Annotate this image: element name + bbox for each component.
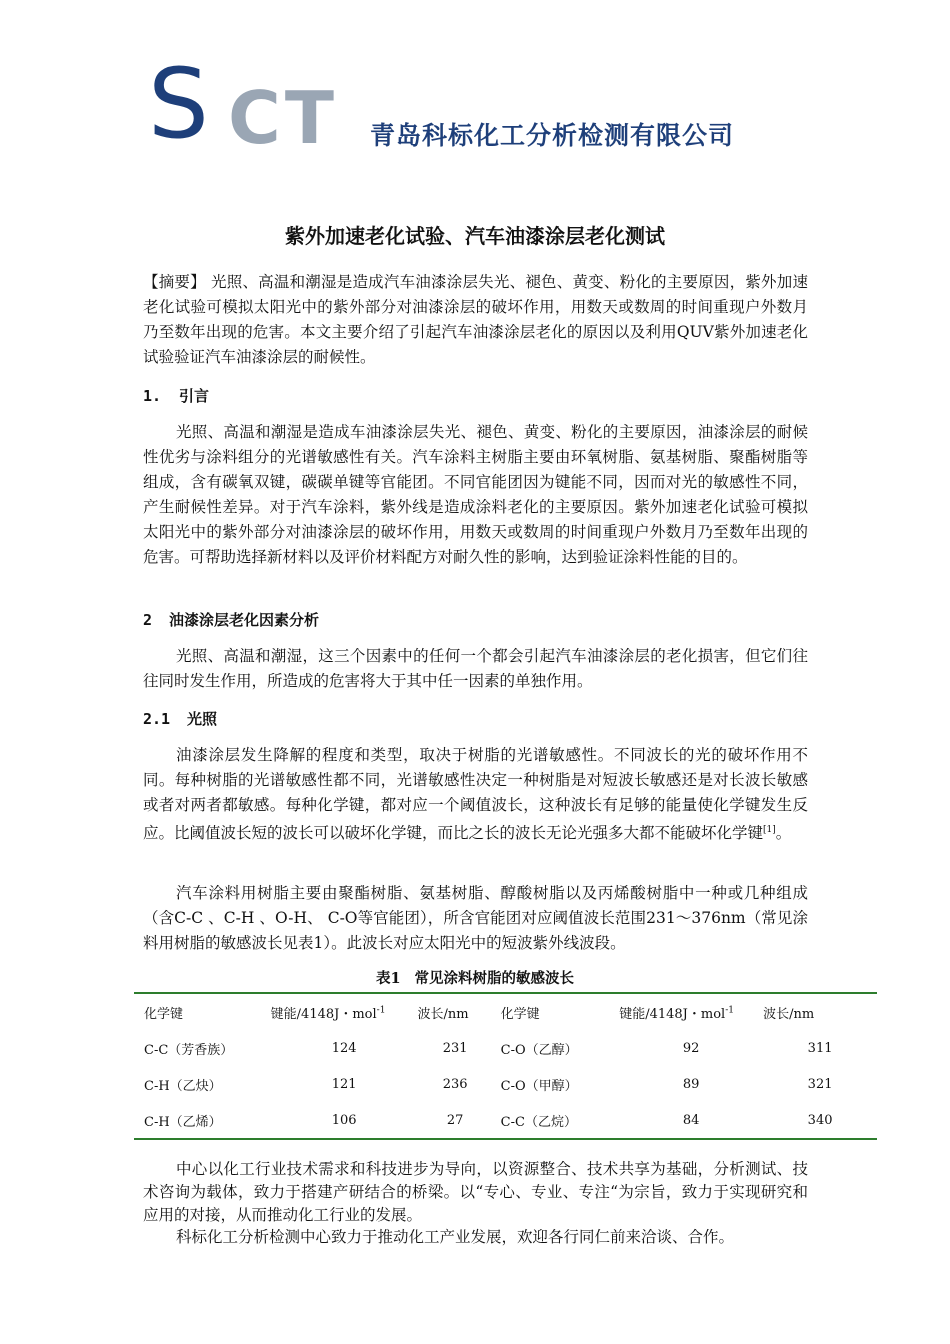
- company-logo: [148, 48, 788, 160]
- section-2-1-title: 光照: [187, 710, 218, 728]
- cell-bond-2: C-C（乙烷）: [500, 1114, 577, 1130]
- header-energy-2-sup: -1: [725, 1005, 734, 1016]
- header-energy-1: [271, 993, 418, 1030]
- cell-wavelength-2: 311: [807, 1040, 833, 1056]
- section-1-title: 引言: [179, 387, 210, 405]
- section-2-1-paragraph-2: 汽车涂料用树脂主要由聚酯树脂、氨基树脂、醇酸树脂以及丙烯酸树脂中一种或几种组成（含C-C 、C-H 、O-H、 C-O等官能团），所含官能团对应阈值波长范围231～376nm（常见涂料用树脂的敏感波长见表1）。此波长对应太阳光中的短波紫外线波段。: [143, 884, 808, 952]
- paragraph-text: 油漆涂层发生降解的程度和类型，取决于树脂的光谱敏感性。不同波长的光的破坏作用不同。每种树脂的光谱敏感性都不同，光谱敏感性决定一种树脂是对短波长敏感还是对长波长敏感或者对两者都敏感。每种化学键，都对应一个阈值波长，这种波长有足够的能量使化学键发生反应。比阈值波长短的波长可以破坏化学键，而比之长的波长无论光强多大都不能破坏化学键: [143, 746, 808, 843]
- cell-energy-1: 124: [331, 1040, 357, 1056]
- cell-bond-2: C-O（甲醇）: [500, 1078, 578, 1094]
- section-2-1-number: 2.1: [143, 710, 171, 728]
- header-energy-1-text: 键能/4148J・mol: [270, 1006, 377, 1022]
- table-row: [134, 1066, 877, 1102]
- section-1-number: 1.: [143, 387, 162, 405]
- table-header-row: [134, 993, 877, 1030]
- reference-marker: [1]: [763, 825, 776, 835]
- table-caption: [0, 967, 950, 988]
- company-name: 青岛科标化工分析检测有限公司: [370, 121, 735, 150]
- section-1-paragraph: 光照、高温和潮湿是造成车油漆涂层失光、褪色、黄变、粉化的主要原因，油漆涂层的耐候性优劣与涂料组分的光谱敏感性有关。汽车涂料主树脂主要由环氧树脂、氨基树脂、聚酯树脂等组成，含有碳氧双键，碳碳单键等官能团。不同官能团因为键能不同，因而对光的敏感性不同，产生耐候性差异。对于汽车涂料，紫外线是造成涂料老化的主要原因。紫外加速老化试验可模拟太阳光中的紫外部分对油漆涂层的破坏作用，用数天或数周的时间重现户外数月乃至数年出现的危害。可帮助选择新材料以及评价材料配方对耐久性的影响，达到验证涂料性能的目的。: [143, 423, 808, 566]
- sensitivity-table: [134, 992, 877, 1140]
- section-2-heading: [143, 609, 319, 630]
- header-energy-2: [619, 993, 763, 1030]
- section-2-paragraph: 光照、高温和潮湿，这三个因素中的任何一个都会引起汽车油漆涂层的老化损害，但它们往往同时发生作用，所造成的危害将大于其中任一因素的单独作用。: [143, 647, 808, 690]
- document-title: 紫外加速老化试验、汽车油漆涂层老化测试: [285, 224, 665, 248]
- cell-wavelength-2: 321: [807, 1076, 833, 1092]
- section-2-1-paragraph-1: [143, 743, 808, 846]
- table-caption-number: 表1: [375, 970, 401, 987]
- header-bond-2: 化学键: [500, 1006, 540, 1022]
- footer-paragraph-1: 中心以化工行业技术需求和科技进步为导向，以资源整合、技术共享为基础，分析测试、技术咨询为载体，致力于搭建产研结合的桥梁。以“专心、专业、专注“为宗旨，致力于实现研究和应用的对接，从而推动化工行业的发展。: [143, 1160, 808, 1224]
- header-wavelength-1: 波长/nm: [417, 1006, 469, 1022]
- section-1-heading: [143, 385, 209, 406]
- table-row: [134, 1102, 877, 1139]
- cell-bond-1: C-H（乙烯）: [144, 1114, 222, 1130]
- header-energy-2-text: 键能/4148J・mol: [619, 1006, 726, 1022]
- cell-energy-2: 89: [682, 1076, 700, 1092]
- cell-wavelength-1: 236: [442, 1076, 468, 1092]
- cell-energy-1: 121: [331, 1076, 357, 1092]
- section-2-1-heading: [143, 708, 217, 729]
- header-wavelength-2: 波长/nm: [763, 1006, 815, 1022]
- cell-energy-1: 106: [331, 1112, 357, 1128]
- cell-bond-2: C-O（乙醇）: [500, 1042, 578, 1058]
- section-2-number: 2: [143, 611, 153, 629]
- cell-wavelength-1: 231: [442, 1040, 468, 1056]
- cell-energy-2: 92: [682, 1040, 700, 1056]
- cell-wavelength-2: 340: [807, 1112, 833, 1128]
- table-caption-text: 常见涂料树脂的敏感波长: [414, 970, 575, 987]
- logo-letters-ct: CT: [228, 76, 338, 160]
- logo-letter-s: S: [148, 48, 207, 160]
- footer-paragraph-2: 科标化工分析检测中心致力于推动化工产业发展，欢迎各行同仁前来洽谈、合作。: [176, 1228, 735, 1246]
- header-energy-1-sup: -1: [376, 1005, 386, 1016]
- section-2-title: 油漆涂层老化因素分析: [169, 611, 320, 629]
- cell-bond-1: C-H（乙炔）: [144, 1078, 222, 1094]
- header-bond-1: 化学键: [144, 1006, 184, 1022]
- cell-energy-2: 84: [682, 1112, 700, 1128]
- abstract-paragraph: 【摘要】 光照、高温和潮湿是造成汽车油漆涂层失光、褪色、黄变、粉化的主要原因，紫外加速老化试验可模拟太阳光中的紫外部分对油漆涂层的破坏作用，用数天或数周的时间重现户外数月乃至数年出现的危害。本文主要介绍了引起汽车油漆涂层老化的原因以及利用QUV紫外加速老化试验验证汽车油漆涂层的耐候性。: [143, 273, 808, 366]
- table-row: [134, 1030, 877, 1066]
- cell-wavelength-1: 27: [446, 1112, 464, 1128]
- cell-bond-1: C-C（芳香族）: [144, 1042, 234, 1058]
- paragraph-end: 。: [775, 824, 792, 843]
